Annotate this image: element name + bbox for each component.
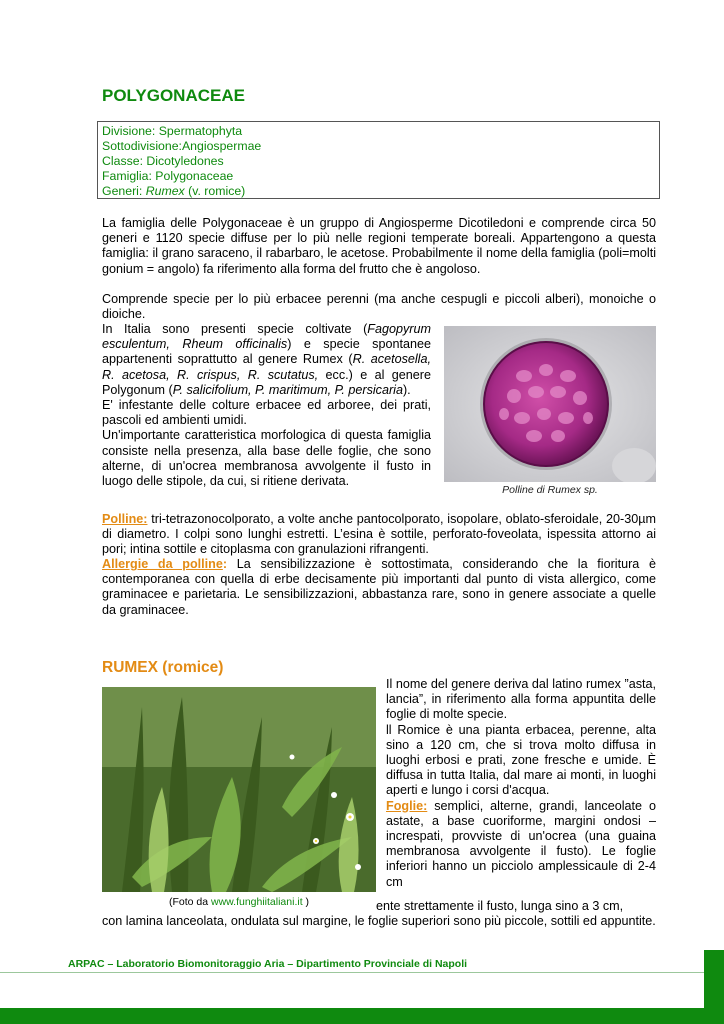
photo-caption-pre: (Foto da [168,896,211,908]
photo-caption-post: ) [302,896,310,908]
p3-b: Fagopyrum esculentum, Rheum officinalis [102,322,431,352]
allergie-text: La sensibilizzazione è sottostimata, considerando che la fioritura è contemporanea con quella di erbe decisamente più importanti dal punto di vista allergico, come graminacee e parietaria. Le sensibilizzazioni, abbastanza rare, sono in genere associate a quelle da graminacee. [102,557,657,617]
tax-generi-prefix: Generi: [102,184,146,198]
rumex-photo-caption [102,896,376,908]
rumex-column [386,677,656,890]
p3-c: ) e specie spontanee appartenenti soprattutto al genere Rumex ( [102,337,431,367]
allergie-colon: : [222,557,228,571]
polline-text: tri-tetrazonocolporato, a volte anche pantocolporato, isopolare, oblato-sferoidale, 20-30µm di diametro. I colpi sono lunghi estretti. L’esina è sottile, perforato-foveolata, ispessita attorno ai pori; intina sottile e citoplasma con granulazioni rifrangenti. [102,512,656,557]
intro-p3 [102,322,431,398]
allergie-label: Allergie da polline [102,557,223,571]
intro-narrow-column [102,322,431,489]
rumex-p2: ll Romice è una pianta erbacea, perenne, alta sino a 120 cm, che si trova molto diffusa in luoghi erbosi e prati, zone fresche e umide. È diffusa in tutta Italia, dal mare ai monti, in luoghi aperti e lungo i corsi d'acqua. [386,722,656,798]
p3-d: R. acetosella, R. acetosa, R. crispus, R. scutatus, [102,352,431,382]
page-title: POLYGONACEAE [102,86,245,105]
intro-p4: E' infestante delle colture erbacee ed arboree, dei prati, pascoli ed ambienti umidi. [102,398,431,428]
intro-p1: La famiglia delle Polygonaceae è un gruppo di Angiosperme Dicotiledoni e comprende circa 50 generi e 1120 specie diffuse per lo più nelle regioni temperate boreali. Appartengono a questa famiglia: il grano saraceno, il rabarbaro, le acetose. Probabilmente il nome della famiglia (poli=molti gonium = angolo) fa riferimento alla forma del frutto che è angoloso. [102,216,656,276]
rumex-photo [102,687,376,892]
rumex-foglie-cont: ente strettamente il fusto, lunga sino a 3 cm, [376,899,624,913]
rumex-foglie-end: con lamina lanceolata, ondulata sul margine, le foglie superiori sono più piccole, sottili ed appuntite. [102,914,656,928]
rumex-p1: Il nome del genere deriva dal latino rumex ”asta, lancia”, in riferimento alla forma appuntita delle foglie di molte specie. [386,677,656,722]
foglie-label: Foglie: [386,798,428,813]
tax-generi [102,184,655,199]
tax-divisione: Divisione: Spermatophyta [102,124,243,138]
funghiitaliani-link[interactable]: www.funghiitaliani.it [210,896,303,908]
p3-e: ecc.) e al genere Polygonum ( [102,367,431,397]
rumex-foglie [386,799,656,890]
taxonomy-box [97,121,660,199]
tax-sottodivisione: Sottodivisione:Angiospermae [102,139,262,153]
footer-divider [0,972,704,973]
pollen-image [444,326,656,482]
allergie-paragraph [102,557,656,618]
p3-g: ). [402,382,411,397]
intro-p5: Un'importante caratteristica morfologica di questa famiglia consiste nella presenza, alla base delle foglie, che sono alterne, di un'ocrea membranosa avvolgente il fusto in luogo delle stipole, da cui, si ritiene derivata. [102,428,431,489]
p3-a: In Italia sono presenti specie coltivate ( [102,322,368,336]
footer-text: ARPAC – Laboratorio Biomonitoraggio Aria – Dipartimento Provinciale di Napoli [68,958,468,970]
polline-paragraph [102,512,656,558]
footer-side-bar [704,950,724,1008]
pollen-caption: Polline di Rumex sp. [502,484,598,496]
rumex-title: RUMEX (romice) [102,659,224,676]
tax-generi-genus: Rumex [145,184,185,198]
tax-famiglia: Famiglia: Polygonaceae [102,169,234,183]
footer-bar [0,1008,724,1024]
foglie-text1: semplici, alterne, grandi, lanceolate o astate, a base cuoriforme, margini ondosi –increspati, provviste di un'ocrea (una guaina membranosa avvolgente il fusto). Le foglie inferiori hanno un picciolo amplessicaule di 2-4 cm [386,798,656,889]
tax-classe: Classe: Dicotyledones [102,154,224,168]
polline-label: Polline: [102,512,148,526]
tax-generi-suffix: (v. romice) [184,184,246,198]
p3-f: P. salicifolium, P. maritimum, P. persicaria [172,382,403,397]
intro-p2: Comprende specie per lo più erbacee perenni (ma anche cespugli e piccoli alberi), monoiche o dioiche. [102,292,656,322]
